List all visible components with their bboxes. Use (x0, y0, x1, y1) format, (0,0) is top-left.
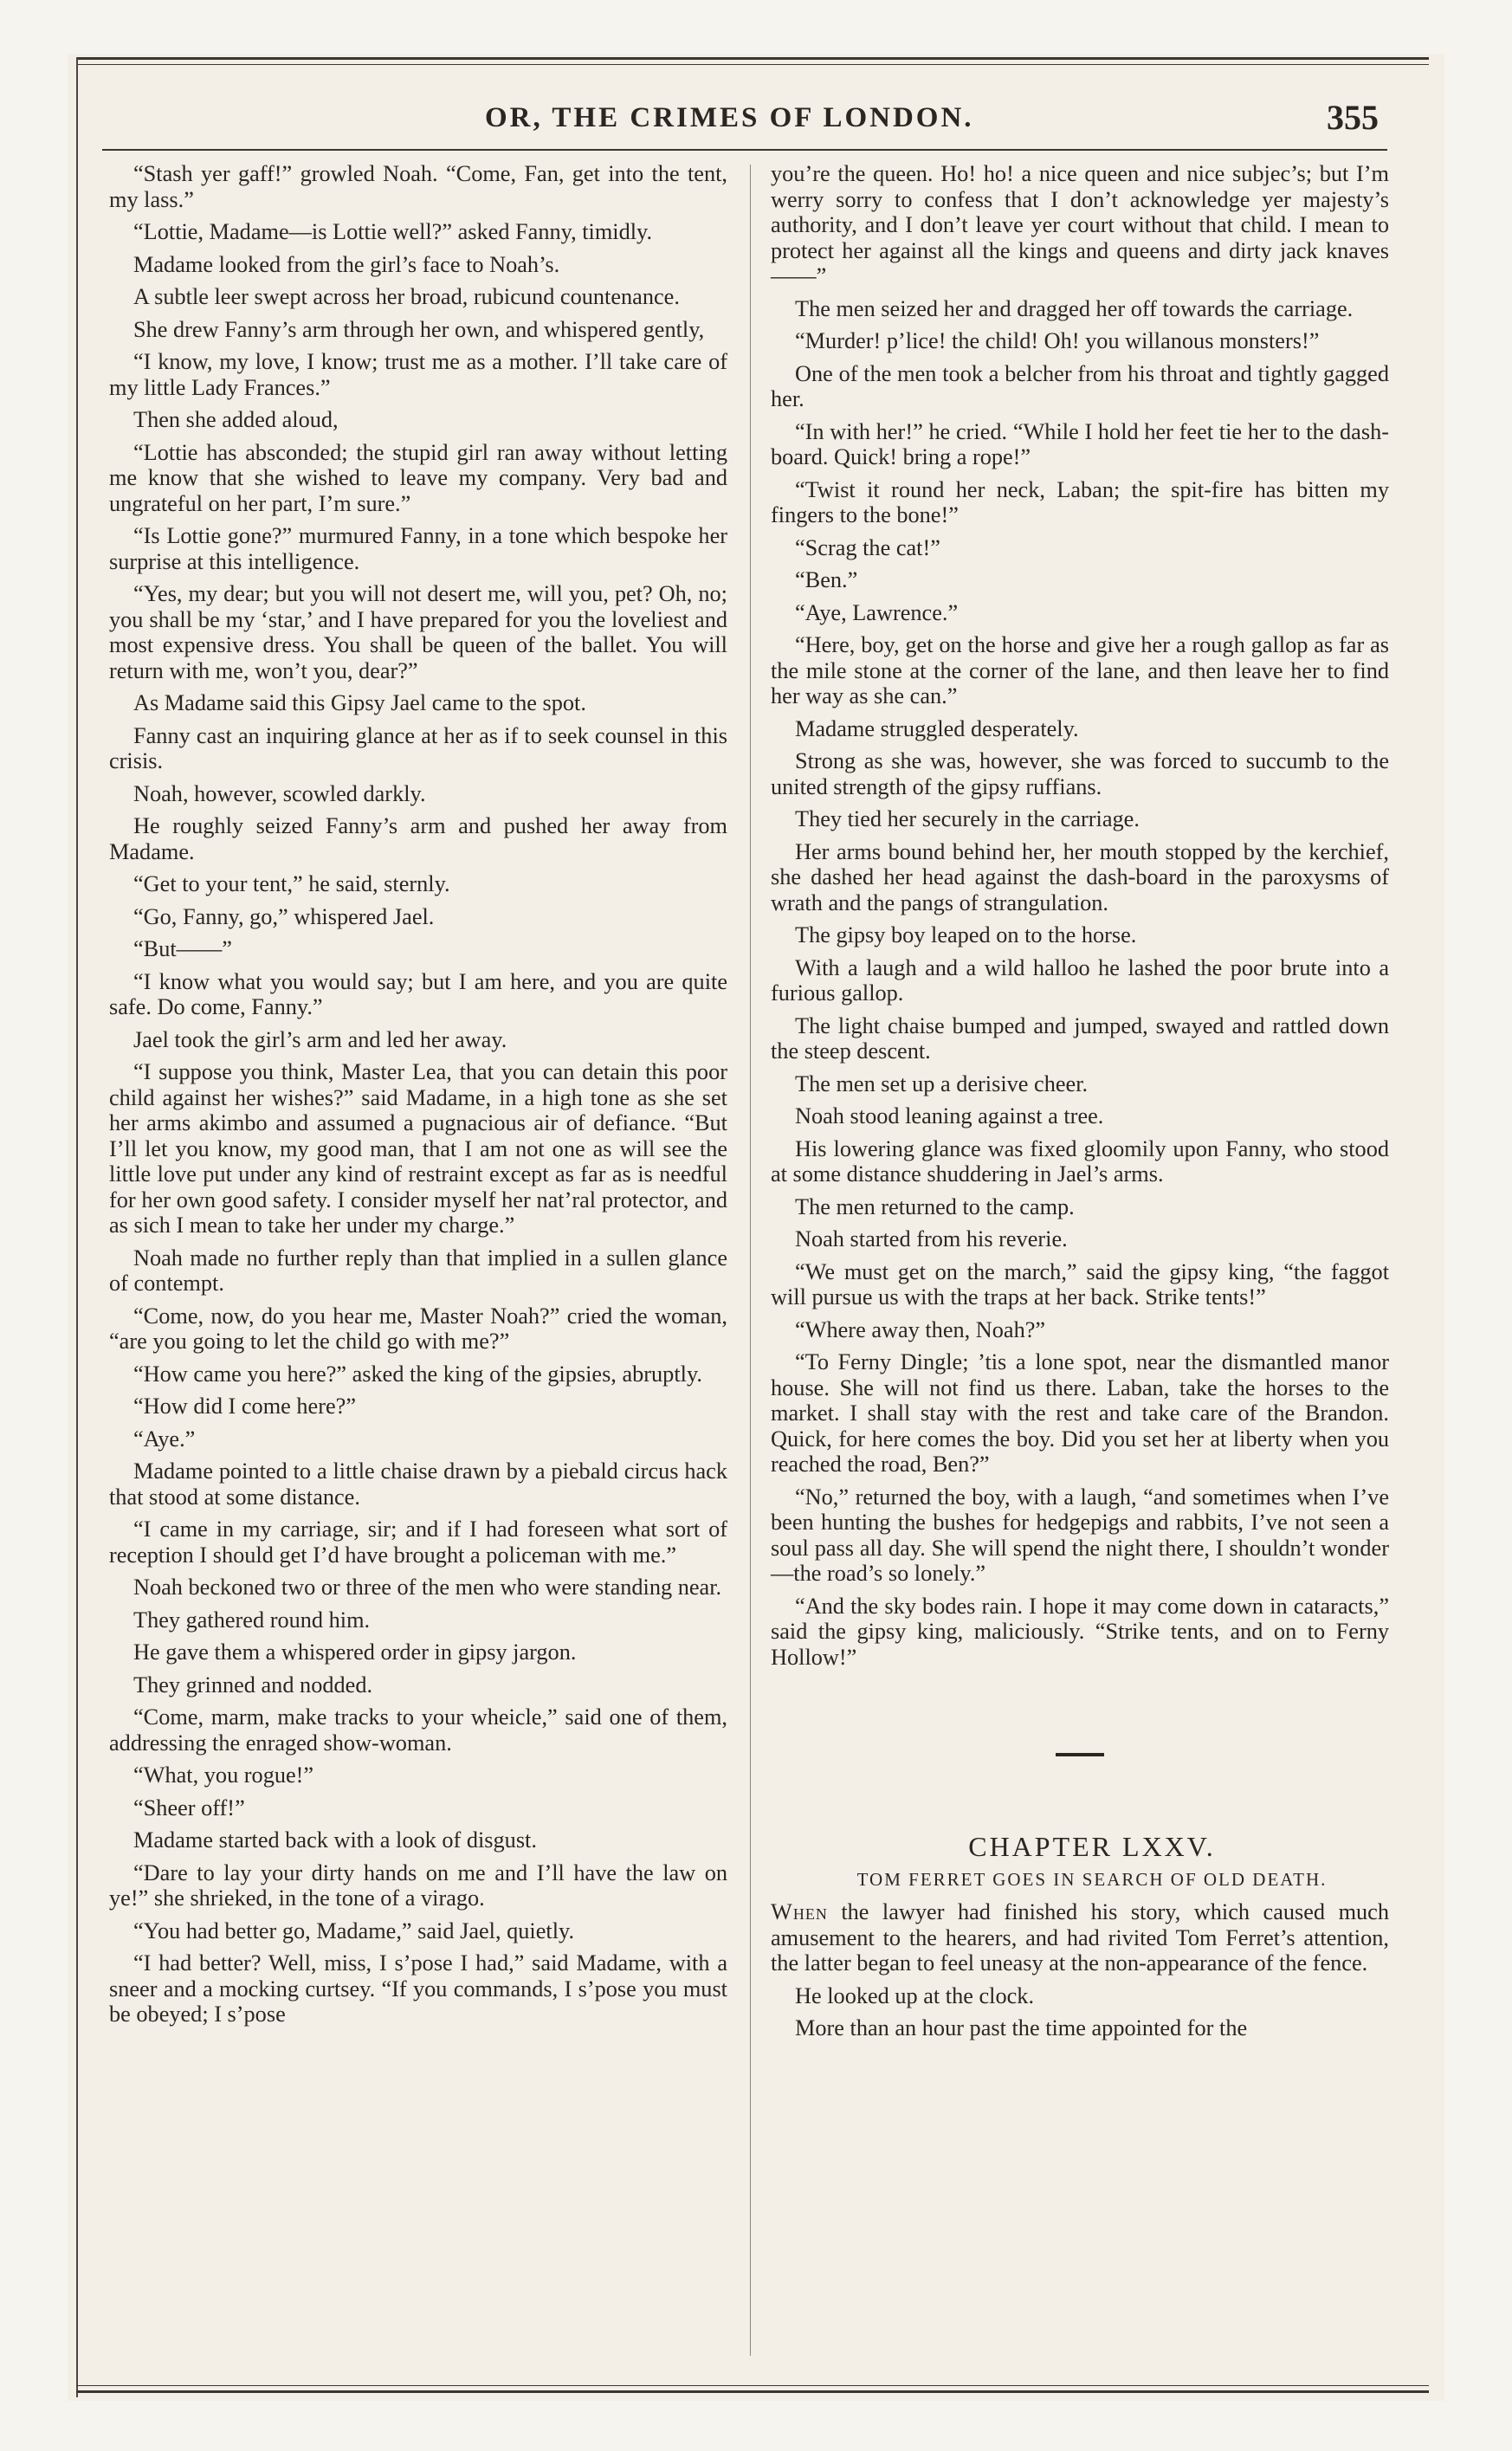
paragraph: Strong as she was, however, she was forced to succumb to the united strength of the gipsy ruffians. (771, 748, 1389, 799)
header-rule (102, 149, 1387, 151)
paragraph: “Scrag the cat!” (795, 534, 940, 560)
paragraph: Fanny cast an inquiring glance at her as if to seek counsel in this crisis. (109, 722, 727, 773)
paragraph: “Aye, Lawrence.” (795, 599, 959, 625)
paragraph: “Get to your tent,” he said, sternly. (133, 871, 450, 896)
top-border-rule-thin (76, 64, 1429, 65)
paragraph: “Yes, my dear; but you will not desert me, will you, pet? Oh, no; you shall be my ‘star,’ and I have prepared for you the loveliest and most expensive dress. You shall be queen of the ballet. You will return with me, won’t you, dear?” (109, 581, 727, 683)
chapter-separator-rule (1056, 1753, 1104, 1756)
chapter-opening-paragraph (771, 1899, 1389, 1976)
paragraph: “How came you here?” asked the king of the gipsies, abruptly. (133, 1361, 702, 1387)
paragraph: A subtle leer swept across her broad, rubicund countenance. (133, 284, 680, 309)
paragraph: “Stash yer gaff!” growled Noah. “Come, Fan, get into the tent, my lass.” (109, 161, 727, 212)
paragraph: you’re the queen. Ho! ho! a nice queen and nice subjec’s; but I’m werry sorry to confess that I don’t acknowledge yer majesty’s authority, and I don’t leave yer court without that child. I mean to protect her against all the kings and queens and dirty jack knaves——” (771, 161, 1389, 288)
paragraph: “I know, my love, I know; trust me as a mother. I’ll take care of my little Lady Frances.” (109, 349, 727, 400)
bottom-border-rule (76, 2390, 1429, 2393)
paragraph: Madame started back with a look of disgust. (133, 1827, 537, 1853)
chapter-subtitle: TOM FERRET GOES IN SEARCH OF OLD DEATH. (856, 1868, 1328, 1890)
right-column-paragraphs (771, 161, 1389, 1670)
paragraph: His lowering glance was fixed gloomily upon Fanny, who stood at some distance shuddering in Jael’s arms. (771, 1135, 1389, 1187)
page-number: 355 (1327, 98, 1379, 137)
paragraph: Then she added aloud, (133, 407, 339, 432)
paragraph: “Sheer off!” (133, 1795, 245, 1820)
column-divider (750, 165, 751, 2356)
paragraph: “Lottie, Madame—is Lottie well?” asked Fanny, timidly. (133, 219, 653, 244)
chapter-paragraphs (771, 1983, 1389, 2041)
left-border-rule (76, 57, 78, 2397)
paragraph: Madame looked from the girl’s face to Noah’s. (133, 251, 560, 277)
paragraph: He gave them a whispered order in gipsy jargon. (133, 1639, 577, 1665)
chapter-title: CHAPTER LXXV. (968, 1831, 1216, 1862)
paragraph: With a laugh and a wild halloo he lashed the poor brute into a furious gallop. (771, 954, 1389, 1006)
paragraph: “Twist it round her neck, Laban; the spit-fire has bitten my fingers to the bone!” (771, 476, 1389, 527)
paragraph: “How did I come here?” (133, 1394, 356, 1419)
left-column (109, 161, 727, 2034)
top-border-rule (76, 57, 1429, 60)
paragraph: Noah, however, scowled darkly. (133, 780, 426, 806)
chapter-opening-word: When (771, 1899, 828, 1924)
paragraph: “Here, boy, get on the horse and give her a rough gallop as far as the mile stone at the corner of the lane, and then leave her to find her way as she can.” (771, 632, 1389, 708)
paragraph: The gipsy boy leaped on to the horse. (795, 922, 1137, 947)
paragraph: Madame struggled desperately. (795, 715, 1079, 741)
running-head: OR, THE CRIMES OF LONDON. (485, 102, 974, 133)
paragraph: “Ben.” (795, 567, 858, 592)
paragraph: Her arms bound behind her, her mouth stopped by the kerchief, she dashed her head against the dash-board in the paroxysms of wrath and the pangs of strangulation. (771, 838, 1389, 915)
paragraph: “Dare to lay your dirty hands on me and I’ll have the law on ye!” she shrieked, in the tone of a virago. (109, 1859, 727, 1911)
paragraph: One of the men took a belcher from his throat and tightly gagged her. (771, 360, 1389, 411)
paragraph: She drew Fanny’s arm through her own, and whispered gently, (133, 316, 705, 342)
paragraph: They grinned and nodded. (133, 1672, 373, 1698)
paragraph: He roughly seized Fanny’s arm and pushed her away from Madame. (109, 813, 727, 864)
paragraph: Noah beckoned two or three of the men who were standing near. (133, 1575, 722, 1600)
paragraph: The men returned to the camp. (795, 1193, 1075, 1219)
bottom-border-rule-thin (76, 2385, 1429, 2386)
paragraph: “And the sky bodes rain. I hope it may come down in cataracts,” said the gipsy king, maliciously. “Strike tents, and on to Ferny Hollow!” (771, 1593, 1389, 1670)
paragraph: “Is Lottie gone?” murmured Fanny, in a tone which bespoke her surprise at this intelligence. (109, 523, 727, 574)
paragraph: “What, you rogue!” (133, 1762, 314, 1788)
paragraph: “You had better go, Madame,” said Jael, quietly. (133, 1917, 575, 1943)
paragraph: He looked up at the clock. (795, 1982, 1035, 2008)
paragraph: “To Ferny Dingle; ’tis a lone spot, near the dismantled manor house. She will not find us there. Laban, take the horses to the market. I shall stay with the rest and take care of the Brandon. Quick, for here comes the boy. Did you set her at liberty when you reached the road, Ben?” (771, 1349, 1389, 1477)
paragraph: “No,” returned the boy, with a laugh, “and sometimes when I’ve been hunting the bushes for hedgepigs and rabbits, I’ve not seen a soul pass all day. She will spend the night there, I shouldn’t wonder—the road’s so lonely.” (771, 1484, 1389, 1586)
paragraph: “We must get on the march,” said the gipsy king, “the faggot will pursue us with the traps at her back. Strike tents!” (771, 1258, 1389, 1310)
paragraph: Noah made no further reply than that implied in a sullen glance of contempt. (109, 1245, 727, 1296)
paragraph: “I suppose you think, Master Lea, that you can detain this poor child against her wishes?” said Madame, in a high tone as she set her arms akimbo and assumed a pugnacious air of defiance. “But I’ll let you know, my good man, that I am not one as will see the little love put under any kind of restraint except as far as is needful for her own good safety. I consider myself her nat’ral protector, and as sich I mean to take her under my charge.” (109, 1059, 727, 1238)
paragraph: The light chaise bumped and jumped, swayed and rattled down the steep descent. (771, 1012, 1389, 1064)
paragraph: Madame pointed to a little chaise drawn by a piebald circus hack that stood at some distance. (109, 1458, 727, 1510)
paragraph: More than an hour past the time appointed for the (795, 2015, 1248, 2040)
paragraph: “I had better? Well, miss, I s’pose I had,” said Madame, with a sneer and a mocking curtsey. “If you commands, I s’pose you must be obeyed; I s’pose (109, 1950, 727, 2027)
paragraph: Noah started from his reverie. (795, 1226, 1068, 1251)
paragraph: “Murder! p’lice! the child! Oh! you willanous monsters!” (795, 328, 1320, 353)
paragraph: “Where away then, Noah?” (795, 1316, 1046, 1342)
paragraph: As Madame said this Gipsy Jael came to the spot. (133, 690, 586, 715)
paragraph: “I came in my carriage, sir; and if I had foreseen what sort of reception I should get I’d have brought a policeman with me.” (109, 1517, 727, 1568)
paragraph: “Come, marm, make tracks to your wheicle,” said one of them, addressing the enraged show-woman. (109, 1704, 727, 1756)
paragraph: “But——” (133, 936, 232, 961)
paragraph: The men set up a derisive cheer. (795, 1070, 1089, 1096)
paragraph: “Come, now, do you hear me, Master Noah?” cried the woman, “are you going to let the child go with me?” (109, 1303, 727, 1354)
paragraph: “Go, Fanny, go,” whispered Jael. (133, 903, 435, 929)
paragraph: The men seized her and dragged her off towards the carriage. (795, 295, 1354, 321)
paragraph: “In with her!” he cried. “While I hold her feet tie her to the dash-board. Quick! bring a rope!” (771, 418, 1389, 469)
right-column (771, 161, 1389, 2048)
paragraph: “Lottie has absconded; the stupid girl ran away without letting me know that she wished to leave my company. Very bad and ungrateful on her part, I’m sure.” (109, 439, 727, 516)
paragraph: Jael took the girl’s arm and led her away. (133, 1026, 507, 1052)
paragraph: They tied her securely in the carriage. (795, 806, 1140, 831)
paragraph: Noah stood leaning against a tree. (795, 1103, 1104, 1128)
paragraph: “Aye.” (133, 1426, 196, 1452)
paragraph: They gathered round him. (133, 1607, 371, 1633)
chapter-opening-text: the lawyer had finished his story, which caused much amusement to the hearers, and had rivited Tom Ferret’s attention, the latter began to feel uneasy at the non-appearance of the fence. (771, 1899, 1389, 1976)
paragraph: “I know what you would say; but I am here, and you are quite safe. Do come, Fanny.” (109, 968, 727, 1019)
